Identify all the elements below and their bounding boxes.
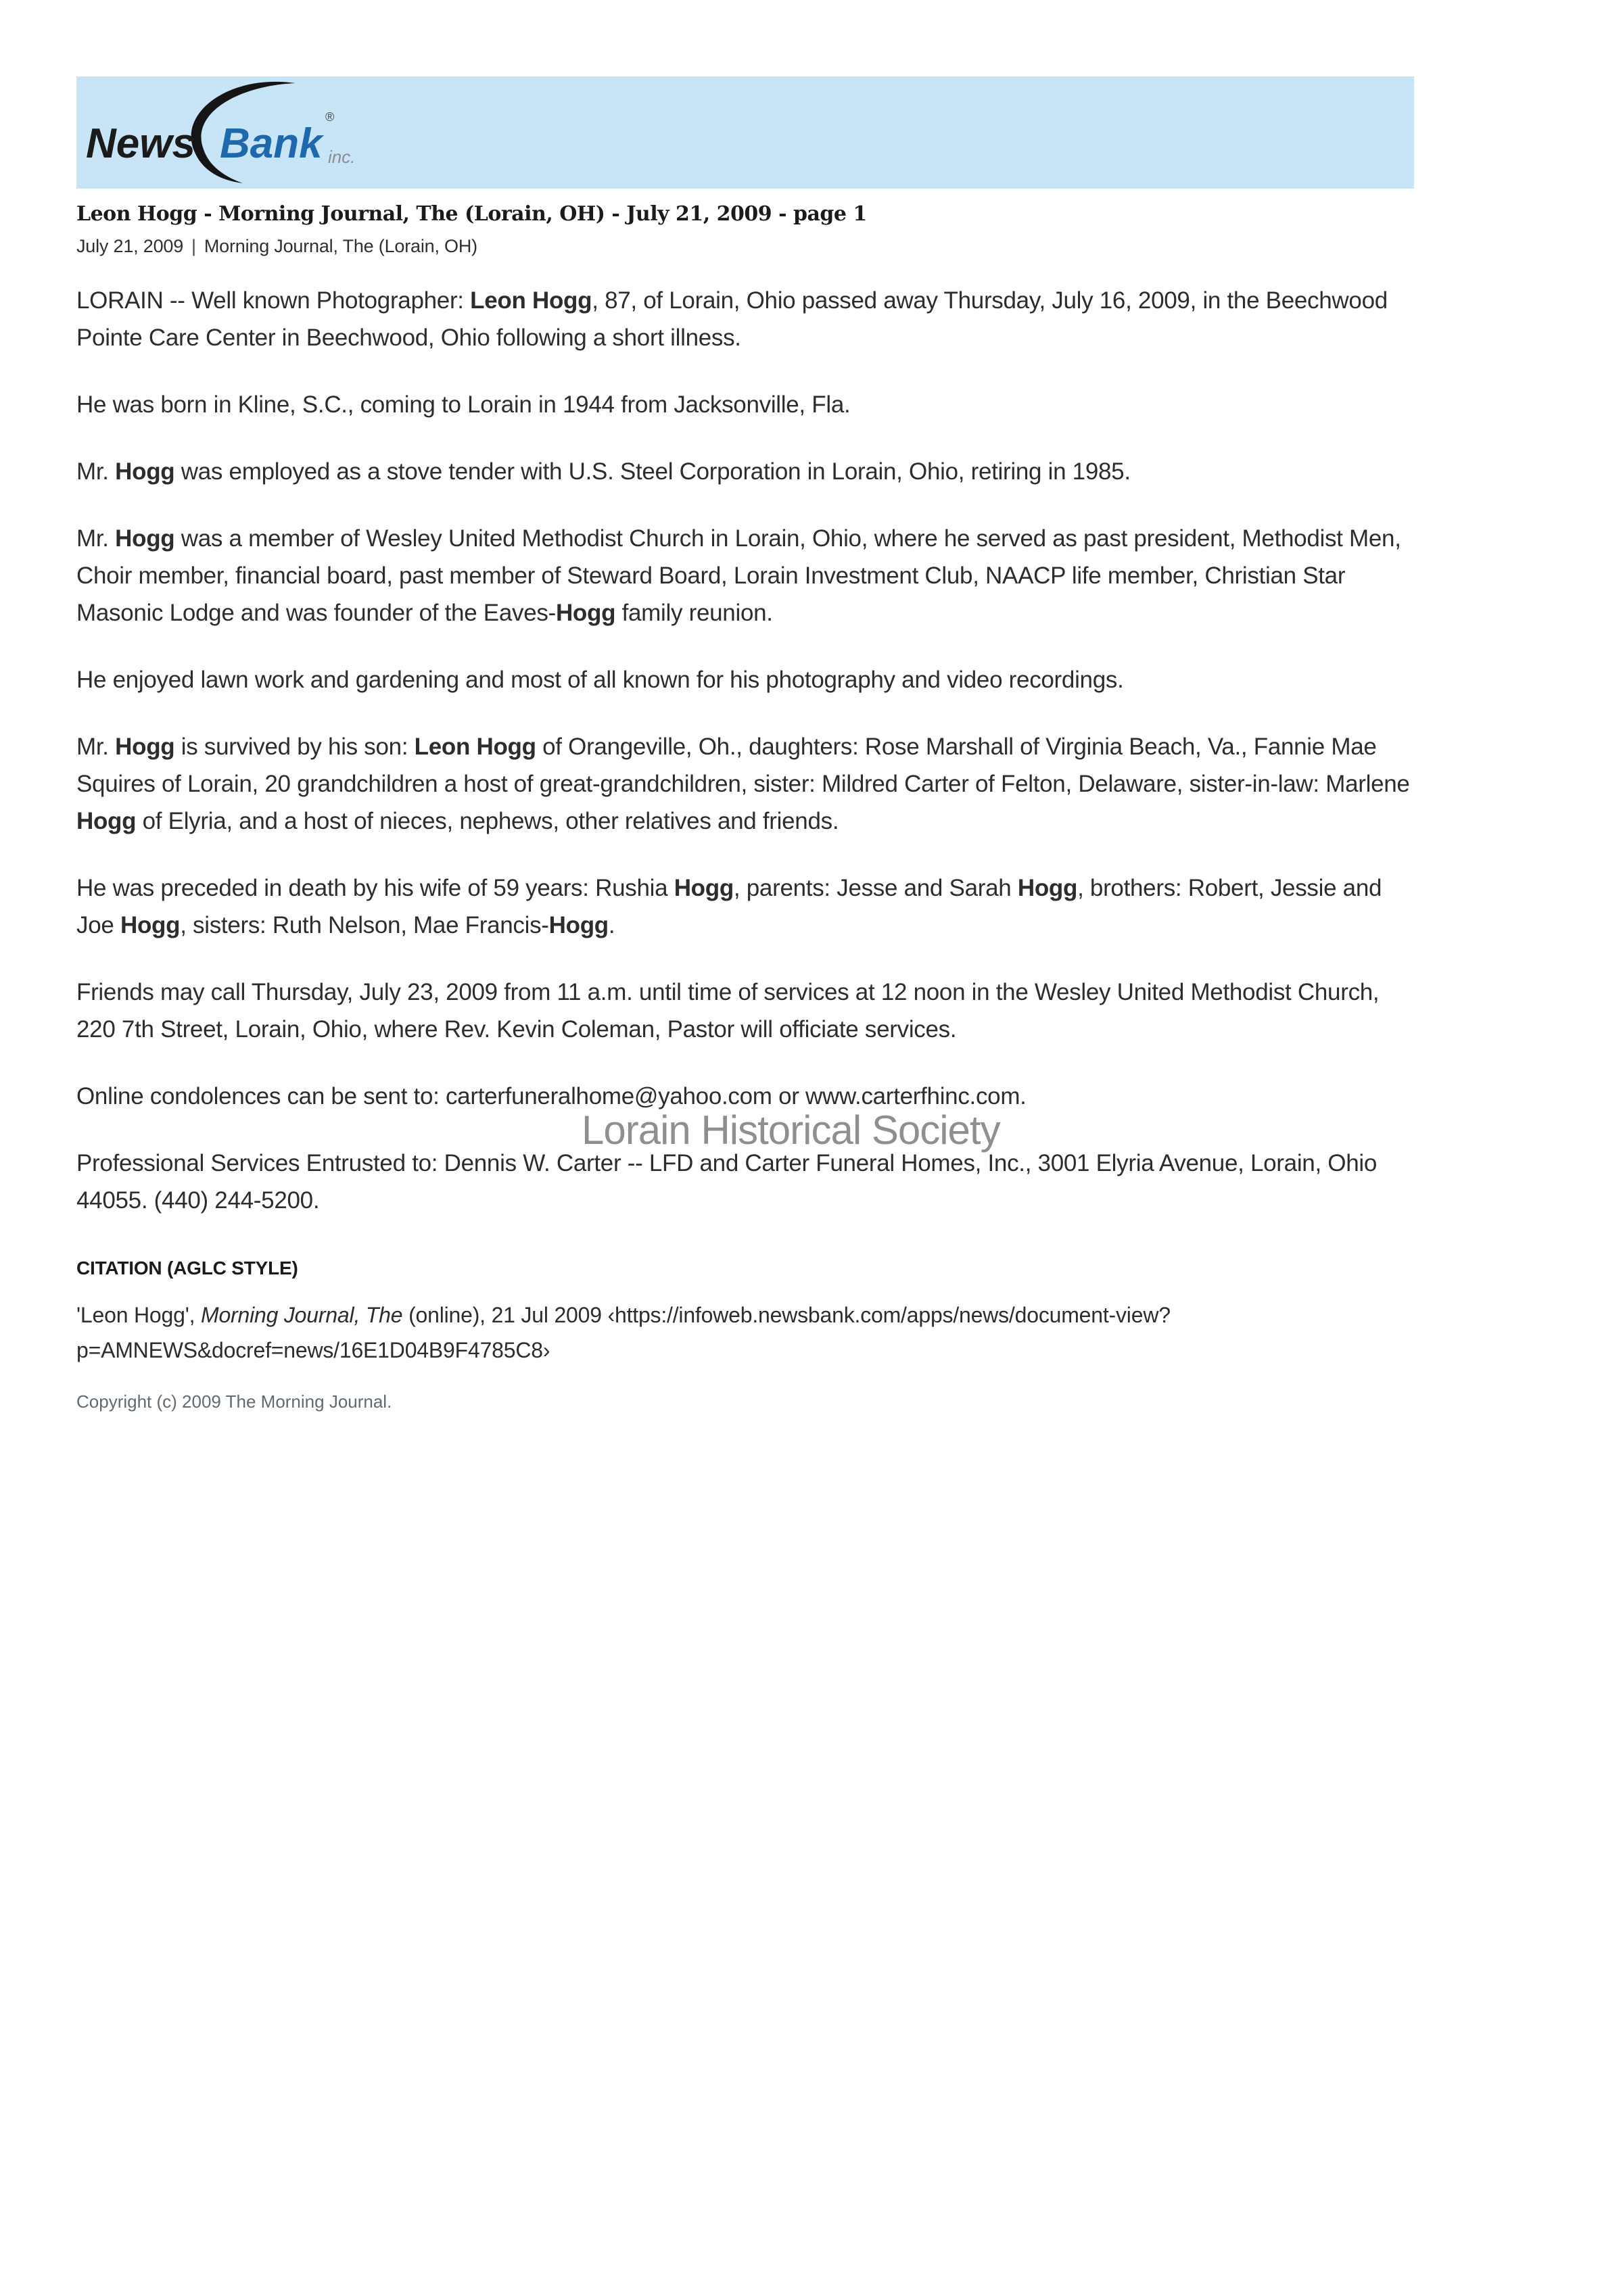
highlighted-name: Hogg [115,525,175,552]
article-paragraph [76,520,1414,631]
text-segment: Online condolences can be sent to: carterfuneralhome@yahoo.com or www.carterfhinc.com. [76,1083,1027,1109]
newsbank-banner [76,76,1414,189]
highlighted-name: Leon Hogg [470,287,592,314]
article-paragraph [76,869,1414,944]
highlighted-name: Hogg [76,808,137,834]
text-segment: of Orangeville, Oh., daughters: Rose Marshall of Virginia Beach, Va., Fannie Mae Squires of Lorain, 20 grandchildren a host of great-grandchildren, sister: Mildred Carter of Felton, Delaware, sister-in-law: Marlene [76,734,1410,797]
meta-source: Morning Journal, The (Lorain, OH) [204,236,477,256]
watermark-text: Lorain Historical Society [582,1107,1000,1153]
meta-separator: | [191,236,196,256]
highlighted-name: Hogg [548,912,609,938]
text-segment: , 87, of Lorain, Ohio passed away Thursday, July 16, 2009, in the Beechwood Pointe Care Center in Beechwood, Ohio following a short illness. [76,287,1388,351]
text-segment: Mr. [76,458,116,485]
text-segment: (online), 21 Jul 2009 ‹https://infoweb.newsbank.com/apps/news/document-view?p=AMNEWS&docref=news/16E1D04B9F4785C8› [76,1303,1171,1362]
text-segment: is survived by his son: [174,734,415,760]
article-paragraph [76,974,1414,1048]
article-meta [76,235,1414,258]
highlighted-name: Hogg [674,875,734,901]
text-segment: Professional Services Entrusted to: Dennis W. Carter -- LFD and Carter Funeral Homes, Inc., 3001 Elyria Avenue, Lorain, Ohio 44055. (440) 244-5200. [76,1150,1378,1214]
text-segment: He enjoyed lawn work and gardening and most of all known for his photography and video recordings. [76,667,1124,693]
newsbank-logo [86,79,404,185]
citation-heading: CITATION (AGLC STYLE) [76,1258,298,1278]
highlighted-name: Hogg [115,734,175,760]
logo-registered-mark-icon: ® [325,110,335,124]
article-paragraph [76,728,1414,840]
logo-text-inc: inc. [328,147,356,167]
text-segment: was employed as a stove tender with U.S. Steel Corporation in Lorain, Ohio, retiring in 1985. [174,458,1131,485]
text-segment: He was preceded in death by his wife of 59 years: Rushia [76,875,674,901]
article-paragraph [76,1145,1414,1219]
text-segment: He was born in Kline, S.C., coming to Lorain in 1944 from Jacksonville, Fla. [76,391,851,418]
text-segment: Mr. [76,734,116,760]
text-segment: Mr. [76,525,116,552]
highlighted-name: Hogg [555,600,616,626]
article-paragraph [76,386,1414,423]
logo-text-news: News [86,120,195,167]
italic-segment: Morning Journal, The [200,1303,403,1327]
article-paragraph [76,453,1414,490]
article-paragraph [76,282,1414,356]
highlighted-name: Hogg [120,912,181,938]
text-segment: , parents: Jesse and Sarah [733,875,1018,901]
article-paragraph [76,1078,1414,1115]
text-segment: 'Leon Hogg', [76,1303,201,1327]
text-segment: , brothers: Robert, Jessie and Joe [76,875,1382,938]
text-segment: Friends may call Thursday, July 23, 2009 from 11 a.m. until time of services at 12 noon in the Wesley United Methodist Church, 220 7th Street, Lorain, Ohio, where Rev. Kevin Coleman, Pastor will officiate services. [76,979,1380,1043]
text-segment: , sisters: Ruth Nelson, Mae Francis- [180,912,549,938]
article-paragraph [76,661,1414,698]
text-segment: of Elyria, and a host of nieces, nephews, other relatives and friends. [136,808,839,834]
highlighted-name: Hogg [1017,875,1078,901]
citation-text [76,1297,1414,1368]
article-body [76,282,1414,1219]
page-title: Leon Hogg - Morning Journal, The (Lorain, OH) - July 21, 2009 - page 1 [76,202,867,226]
logo-text-bank: Bank [220,120,323,167]
text-segment: was a member of Wesley United Methodist Church in Lorain, Ohio, where he served as past president, Methodist Men, Choir member, financial board, past member of Steward Board, Lorain Investment Club, NAACP life member, Christian Star Masonic Lodge and was founder of the Eaves- [76,525,1401,626]
meta-date: July 21, 2009 [76,236,184,256]
text-segment: LORAIN -- Well known Photographer: [76,287,471,314]
highlighted-name: Leon Hogg [414,734,536,760]
copyright-notice: Copyright (c) 2009 The Morning Journal. [76,1391,392,1412]
text-segment: family reunion. [615,600,773,626]
highlighted-name: Hogg [115,458,175,485]
document-content [76,0,1414,1412]
text-segment: . [608,912,615,938]
